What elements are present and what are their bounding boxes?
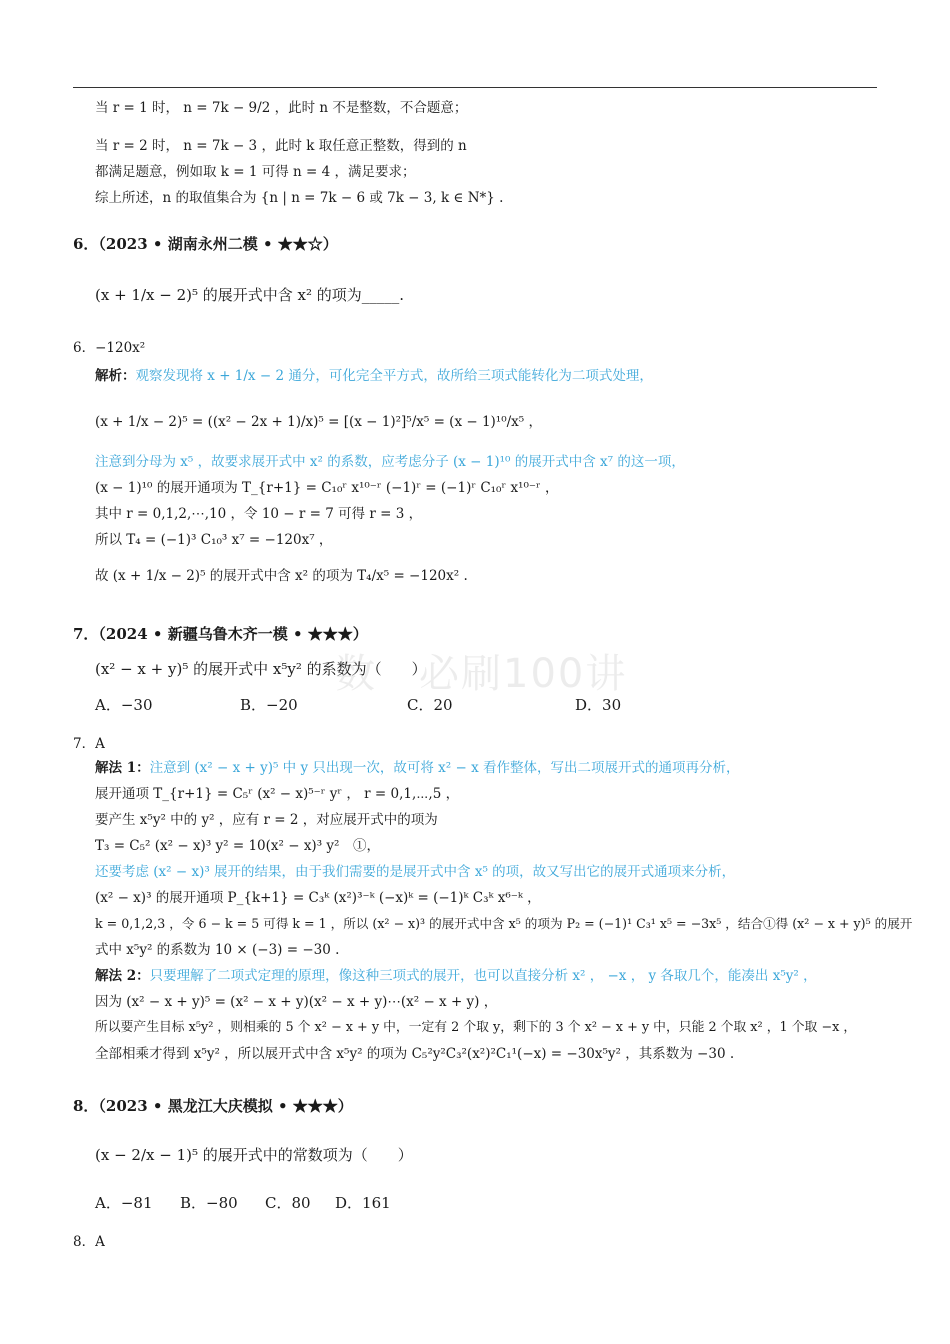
q7-method1-hint: 注意到 (x² − x + y)⁵ 中 y 只出现一次，故可将 x² − x 看作整体，写出二项展开式的通项再分析， bbox=[149, 760, 740, 776]
q7-method1-8: 式中 x⁵y² 的系数为 10 × (−3) = −30 . bbox=[95, 942, 340, 958]
q6-solution-label: 解析： bbox=[95, 368, 136, 384]
q7-option-a[interactable]: A．−30 bbox=[95, 696, 153, 714]
q7-option-c[interactable]: C．20 bbox=[407, 696, 453, 714]
q6-solution-hint: 观察发现将 x + 1/x − 2 通分，可化完全平方式，故所给三项式能转化为二项式处理， bbox=[135, 368, 653, 384]
q7-stem: (x² − x + y)⁵ 的展开式中 x⁵y² 的系数为（ ） bbox=[95, 660, 427, 678]
q7-method1-1 bbox=[95, 758, 740, 778]
q7-method2-1 bbox=[95, 966, 817, 986]
q8-option-d[interactable]: D．161 bbox=[335, 1194, 391, 1212]
q6-solution-1 bbox=[95, 366, 653, 386]
q7-method1-3: 要产生 x⁵y² 中的 y² ，应有 r = 2 ，对应展开式中的项为 bbox=[95, 812, 438, 828]
q6-solution-6: 所以 T₄ = (−1)³ C₁₀³ x⁷ = −120x⁷ ， bbox=[95, 532, 333, 548]
prev-line-3: 都满足题意，例如取 k = 1 可得 n = 4 ，满足要求； bbox=[95, 164, 416, 180]
q6-answer: 6．−120x² bbox=[73, 340, 146, 356]
q7-method2-4: 全部相乘才得到 x⁵y² ，所以展开式中含 x⁵y² 的项为 C₅²y²C₃²(x²)²C₁¹(−x) = −30x⁵y² ，其系数为 −30 . bbox=[95, 1046, 735, 1062]
prev-line-2: 当 r = 2 时， n = 7k − 3 ，此时 k 取任意正整数，得到的 n bbox=[95, 138, 467, 154]
q7-method1-label: 解法 1： bbox=[95, 760, 150, 776]
prev-line-1: 当 r = 1 时， n = 7k − 9/2 ，此时 n 不是整数，不合题意； bbox=[95, 100, 468, 116]
q6-stem: (x + 1/x − 2)⁵ 的展开式中含 x² 的项为_____. bbox=[95, 286, 405, 304]
q8-option-b[interactable]: B．−80 bbox=[180, 1194, 238, 1212]
q7-option-b[interactable]: B．−20 bbox=[240, 696, 298, 714]
prev-line-4: 综上所述，n 的取值集合为 {n | n = 7k − 6 或 7k − 3, k ∈ N*} . bbox=[95, 190, 504, 206]
q8-stem: (x − 2/x − 1)⁵ 的展开式中的常数项为（ ） bbox=[95, 1146, 413, 1164]
q7-method1-5: 还要考虑 (x² − x)³ 展开的结果，由于我们需要的是展开式中含 x⁵ 的项，故又写出它的展开式通项来分析， bbox=[95, 864, 736, 880]
q7-option-d[interactable]: D．30 bbox=[575, 696, 622, 714]
q7-method2-2: 因为 (x² − x + y)⁵ = (x² − x + y)(x² − x + y)⋯(x² − x + y) ， bbox=[95, 994, 498, 1010]
q7-method1-6: (x² − x)³ 的展开通项 P_{k+1} = C₃ᵏ (x²)³⁻ᵏ (−x)ᵏ = (−1)ᵏ C₃ᵏ x⁶⁻ᵏ ， bbox=[95, 890, 541, 906]
q7-method1-2: 展开通项 T_{r+1} = C₅ʳ (x² − x)⁵⁻ʳ yʳ ， r = 0,1,⋯,5 ， bbox=[95, 786, 460, 802]
watermark: 数 必刷100讲 bbox=[335, 651, 628, 697]
q7-method1-7: k = 0,1,2,3 ，令 6 − k = 5 可得 k = 1 ，所以 (x² − x)³ 的展开式中含 x⁵ 的项为 P₂ = (−1)¹ C₃¹ x⁵ = −3x⁵ ，结合①得 (x² − x + y)⁵ 的展开 bbox=[95, 916, 913, 931]
header-rule bbox=[73, 87, 877, 88]
q7-method2-label: 解法 2： bbox=[95, 968, 150, 984]
q7-method1-4: T₃ = C₅² (x² − x)³ y² = 10(x² − x)³ y² ①， bbox=[95, 838, 380, 854]
q6-heading: 6．（2023 • 湖南永州二模 • ★★☆） bbox=[73, 235, 338, 253]
q6-solution-4: (x − 1)¹⁰ 的展开通项为 T_{r+1} = C₁₀ʳ x¹⁰⁻ʳ (−1)ʳ = (−1)ʳ C₁₀ʳ x¹⁰⁻ʳ ， bbox=[95, 480, 559, 496]
q8-option-a[interactable]: A．−81 bbox=[95, 1194, 153, 1212]
q7-heading: 7．（2024 • 新疆乌鲁木齐一模 • ★★★） bbox=[73, 625, 368, 643]
q6-solution-3: 注意到分母为 x⁵ ，故要求展开式中 x² 的系数，应考虑分子 (x − 1)¹⁰ 的展开式中含 x⁷ 的这一项， bbox=[95, 454, 685, 470]
q6-solution-5: 其中 r = 0,1,2,⋯,10 ，令 10 − r = 7 可得 r = 3 ， bbox=[95, 506, 423, 522]
q8-answer: 8．A bbox=[73, 1234, 105, 1250]
q8-heading: 8．（2023 • 黑龙江大庆模拟 • ★★★） bbox=[73, 1097, 353, 1115]
q7-answer: 7．A bbox=[73, 736, 105, 752]
q6-solution-7: 故 (x + 1/x − 2)⁵ 的展开式中含 x² 的项为 T₄/x⁵ = −120x² . bbox=[95, 568, 468, 584]
q6-solution-2: (x + 1/x − 2)⁵ = ((x² − 2x + 1)/x)⁵ = [(x − 1)²]⁵/x⁵ = (x − 1)¹⁰/x⁵ ， bbox=[95, 414, 542, 430]
q7-method2-3: 所以要产生目标 x⁵y² ，则相乘的 5 个 x² − x + y 中，一定有 2 个取 y，剩下的 3 个 x² − x + y 中，只能 2 个取 x² ，1 个取 −x ， bbox=[95, 1020, 857, 1035]
q8-option-c[interactable]: C．80 bbox=[265, 1194, 311, 1212]
q7-method2-hint: 只要理解了二项式定理的原理，像这种三项式的展开，也可以直接分析 x² ， −x ， y 各取几个，能凑出 x⁵y² ， bbox=[149, 968, 817, 984]
